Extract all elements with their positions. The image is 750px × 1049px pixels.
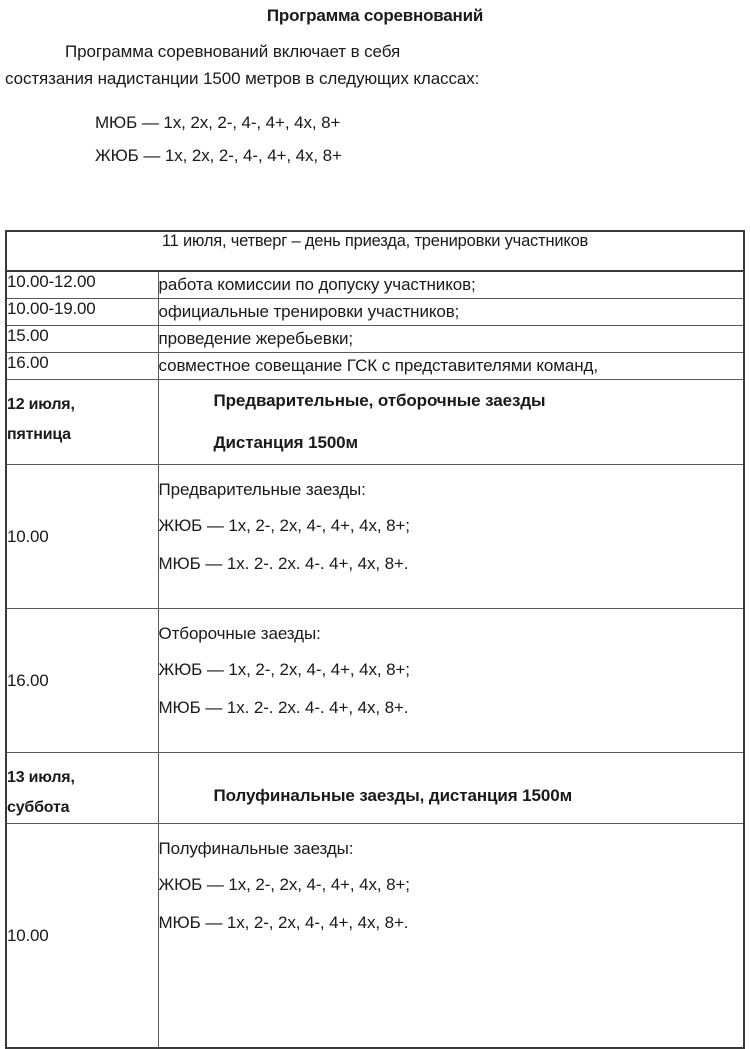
day3-title-cell: Полуфинальные заезды, дистанция 1500м xyxy=(158,753,744,824)
race-line-women: ЖЮБ — 1х, 2-, 2х, 4-, 4+, 4х, 8+; xyxy=(158,875,410,894)
time-cell: 10.00 xyxy=(6,465,158,609)
day2-title-line-2: Дистанция 1500м xyxy=(213,433,359,452)
document-page xyxy=(0,6,750,965)
race-line-women: ЖЮБ — 1х, 2-, 2х, 4-, 4+, 4х, 8+; xyxy=(158,660,410,679)
day2-date-line-1: 12 июля, xyxy=(7,396,75,413)
table-row xyxy=(6,353,744,380)
day1-header: 11 июля, четверг – день приезда, тренировки участников xyxy=(6,231,744,271)
time-cell: 10.00-12.00 xyxy=(6,271,158,299)
day2-date-cell xyxy=(6,380,158,465)
day2-title-cell xyxy=(158,380,744,465)
time-cell: 16.00 xyxy=(6,609,158,753)
description-cell xyxy=(158,824,744,1049)
schedule-table xyxy=(5,230,745,1049)
table-row xyxy=(6,299,744,326)
day2-date-line-2: пятница xyxy=(7,426,71,443)
table-row-day3-header xyxy=(6,753,744,824)
table-row-day1-header xyxy=(6,231,744,271)
day3-date-line-2: суббота xyxy=(7,799,70,816)
time-cell: 10.00 xyxy=(6,824,158,1049)
race-line-men: МЮБ — 1х. 2-. 2х. 4-. 4+, 4х, 8+. xyxy=(158,698,409,717)
race-heading: Полуфинальные заезды: xyxy=(158,839,354,858)
class-line-women: ЖЮБ — 1х, 2х, 2-, 4-, 4+, 4х, 8+ xyxy=(95,146,342,165)
intro-line-1: Программа соревнований включает в себя xyxy=(65,42,401,61)
description-cell xyxy=(158,609,744,753)
class-list xyxy=(0,106,750,172)
race-line-men: МЮБ — 1х, 2-, 2х, 4-, 4+, 4х, 8+. xyxy=(158,913,409,932)
table-row xyxy=(6,609,744,753)
description-cell: работа комиссии по допуску участников; xyxy=(158,271,744,299)
description-cell: совместное совещание ГСК с представителями команд, xyxy=(158,353,744,380)
schedule-table-wrapper xyxy=(5,230,745,1049)
table-row xyxy=(6,465,744,609)
description-cell: официальные тренировки участников; xyxy=(158,299,744,326)
description-cell xyxy=(158,465,744,609)
page-title: Программа соревнований xyxy=(266,6,484,25)
race-line-women: ЖЮБ — 1х, 2-, 2х, 4-, 4+, 4х, 8+; xyxy=(158,516,410,535)
race-heading: Отборочные заезды: xyxy=(158,624,321,643)
table-row-day2-header xyxy=(6,380,744,465)
day3-date-line-1: 13 июля, xyxy=(7,769,75,786)
table-row xyxy=(6,271,744,299)
class-line-men: МЮБ — 1х, 2х, 2-, 4-, 4+, 4х, 8+ xyxy=(95,113,341,132)
day3-date-cell xyxy=(6,753,158,824)
race-heading: Предварительные заезды: xyxy=(158,480,366,499)
time-cell: 10.00-19.00 xyxy=(6,299,158,326)
description-cell: проведение жеребьевки; xyxy=(158,326,744,353)
intro-paragraph xyxy=(0,38,750,92)
race-line-men: МЮБ — 1х. 2-. 2х. 4-. 4+, 4х, 8+. xyxy=(158,554,409,573)
table-row xyxy=(6,326,744,353)
time-cell: 16.00 xyxy=(6,353,158,380)
table-row xyxy=(6,824,744,1049)
time-cell: 15.00 xyxy=(6,326,158,353)
day2-title-line-1: Предварительные, отборочные заезды xyxy=(213,391,546,410)
intro-line-2: состязания надистанции 1500 метров в следующих классах: xyxy=(5,69,480,88)
